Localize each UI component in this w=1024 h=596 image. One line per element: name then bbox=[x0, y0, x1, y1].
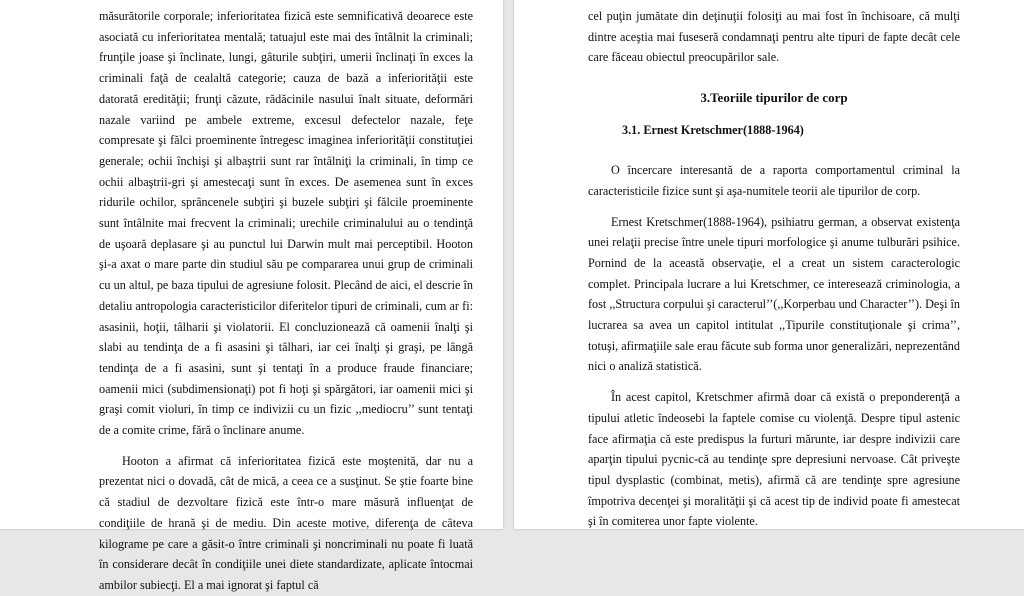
subsection-heading: 3.1. Ernest Kretschmer(1888-1964) bbox=[622, 123, 804, 138]
body-paragraph: Hooton a afirmat că inferioritatea fizică este moştenită, dar nu a prezentat nici o dovadă, cât de mică, a ceea ce a susţinut. Se ştie foarte bine că stadiul de dezvoltare fizică este într-o mare măsură influenţat de condiţiile de hrană şi de mediu. Din aceste motive, diferenţa de câteva kilograme pe care a găsit-o între criminali şi noncriminali nu poate fi luată în considerare decât în condiţiile unei diete standardizate, aplicate întocmai ambilor subiecţi. El a mai ignorat şi faptul că bbox=[99, 453, 473, 592]
document-page-right bbox=[514, 0, 1024, 529]
body-paragraph: O încercare interesantă de a raporta comportamentul criminal la caracteristicile fizice sunt şi aşa-numitele teorii ale tipurilor de corp. bbox=[588, 163, 960, 198]
body-paragraph: În acest capitol, Kretschmer afirmă doar că există o preponderenţă a tipului atletic îndeosebi la faptele comise cu violenţă. Despre tipul astenic face afirmaţia că este predispus la furturi mărunte, iar despre indivizii care aparţin tipului pycnic-că au tendinţe spre depresiuni nervoase. Cât priveşte tipul dysplastic (combinat, metis), afirmă că are tendinţe spre agresiune împotriva decenţei şi moralităţii şi că acest tip de individ poate fi amestecat şi în comiterea unor fapte violente. bbox=[588, 390, 960, 529]
page-text-column bbox=[99, 6, 473, 596]
document-page-left bbox=[0, 0, 503, 592]
page-text-column bbox=[588, 6, 960, 532]
section-heading: 3.Teoriile tipurilor de corp bbox=[700, 90, 848, 106]
body-paragraph: Ernest Kretschmer(1888-1964), psihiatru german, a observat existenţa unei relaţii precise între unele tipuri morfologice şi anume tulburări psihice. Pornind de la această observaţie, el a creat un sistem caracterologic complet. Principala lucrare a lui Kretschmer, ce interesează criminologia, a fost ,,Structura corpului şi caracterul’’(,,Korperbau und Character’’). Deşi în lucrarea sa avea un capitol intitulat ,,Tipurile constituţionale şi crima’’, totuşi, afirmaţiile sale erau făcute sub forma unor generalizări, neprezentând nici o analiză statistică. bbox=[588, 214, 960, 374]
body-paragraph: măsurătorile corporale; inferioritatea fizică este semnificativă deoarece este asociată cu inferioritatea mentală; tatuajul este mai des întâlnit la criminali; frunţile joase şi înclinate, lungi, gâturile subţiri, umerii înclinaţi în exces la criminali faţă de cealaltă categorie; cauza de bază a inferiorităţii este datorată eredităţii; frunţi căzute, rădăcinile nasului înalt situate, deformări nazale variind pe ambele extreme, excesul defectelor nazale, feţe compresate şi fălci proeminente întregesc imaginea inferiorităţii constituţiei generale; ochii închişi şi albaştrii sunt rar întâlniţi la criminali, în timp ce ochii albaştrii-gri şi amestecaţi sunt în exces. De asemenea sunt în exces ridurile ochilor, sprâncenele subţiri şi buzele subţiri şi fălcile proeminente sunt întâlnite mai frecvent la criminali; urechile criminalului au o tendinţă de uşoară deplasare şi au punctul lui Darwin mult mai perceptibil. Hooton şi-a axat o mare parte din studiul său pe compararea unui grup de criminali cu un altul, pe baza tipului de agresiune folosit. Plecând de aici, el descrie în detaliu antropologia caracteristicilor diferitelor tipuri de criminali, cum ar fi: asasinii, hoţii, tâlharii şi violatorii. El concluzionează că oamenii înalţi şi slabi au tendinţa de a fi asasini şi tâlhari, iar cei înalţi şi graşi, pe lângă tendinţa de a fi asasini, sunt şi tentaţi în a produce fraude financiare; oamenii mici (subdimensionaţi) pot fi hoţi şi spărgători, iar oamenii mici şi graşi comit violuri, în timp ce indivizii cu un fizic ,,mediocru’’ sunt tentaţi de a comite crime, fără o înclinare anume. bbox=[99, 9, 473, 438]
body-paragraph: cel puţin jumătate din deţinuţii folosiţi au mai fost în închisoare, că mulţi dintre aceştia mai fuseseră condamnaţi pentru alte tipuri de fapte decât cele care făceau obiectul preocupărilor sale. bbox=[588, 9, 960, 65]
